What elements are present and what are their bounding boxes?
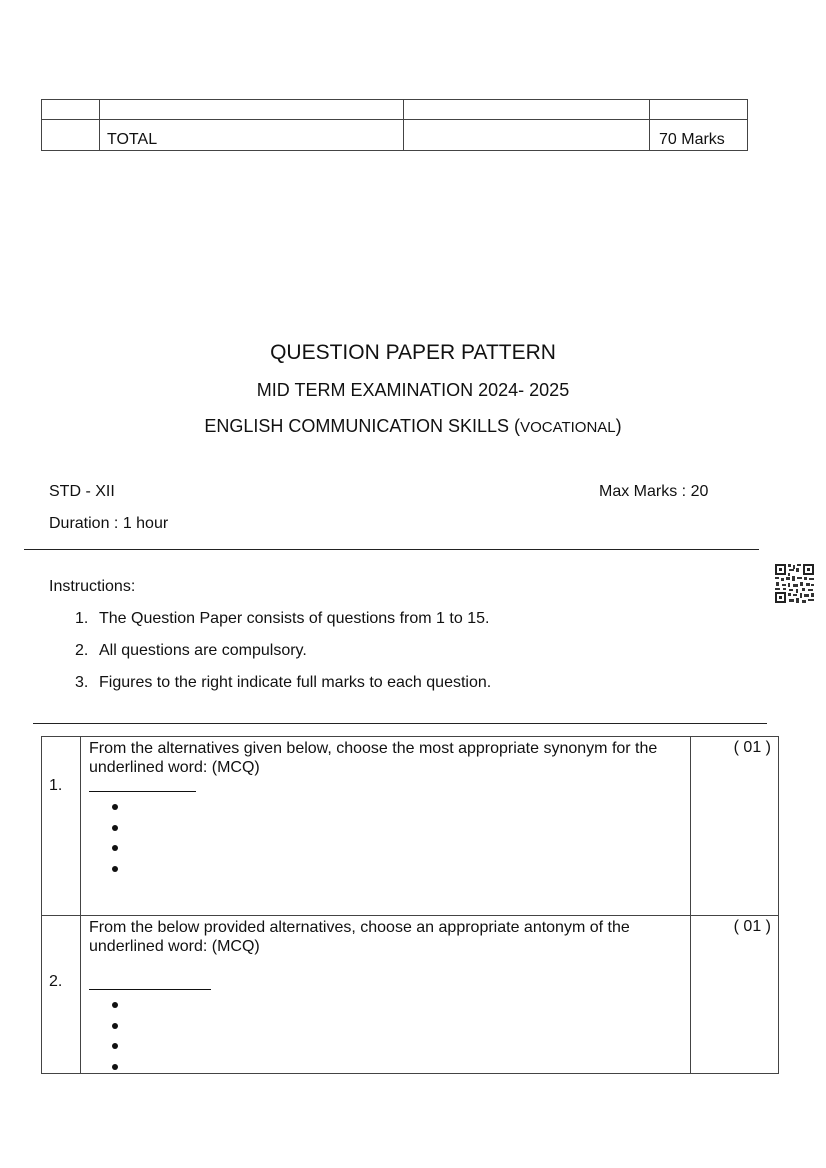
- subject-text: ENGLISH COMMUNICATION SKILLS (: [204, 416, 521, 436]
- table-cell: [404, 120, 650, 151]
- question-marks: [691, 737, 779, 916]
- max-marks-label: Max Marks : 20: [599, 483, 709, 500]
- table-row: [42, 737, 779, 916]
- qr-code-icon: [774, 563, 815, 604]
- item-number: 2.: [75, 642, 89, 659]
- question-number-cell: [42, 916, 81, 1074]
- question-text-cell: [81, 916, 691, 1074]
- item-number: 1.: [75, 610, 89, 627]
- question-marks: [691, 916, 779, 1074]
- instructions-list: [75, 610, 491, 706]
- answer-blank: [89, 989, 211, 990]
- question-text: From the alternatives given below, choose the most appropriate synonym for the underlined word: (MCQ): [89, 740, 658, 776]
- instructions-title: Instructions:: [49, 578, 136, 595]
- table-row: [42, 916, 779, 1074]
- question-number-cell: [42, 737, 81, 916]
- std-label: STD - XII: [49, 483, 115, 500]
- total-marks: 70 Marks: [650, 120, 748, 151]
- page-title: QUESTION PAPER PATTERN: [270, 341, 556, 364]
- marks-text: ( 01 ): [733, 739, 771, 756]
- table-cell: [42, 120, 100, 151]
- question-number: 2.: [49, 973, 63, 990]
- list-item: [75, 674, 491, 706]
- table-row: [42, 100, 748, 120]
- divider: [33, 723, 767, 724]
- item-text: All questions are compulsory.: [99, 642, 307, 659]
- divider: [24, 549, 759, 550]
- question-number: 1.: [49, 777, 63, 794]
- exam-title: MID TERM EXAMINATION 2024- 2025: [256, 380, 570, 400]
- table-cell: [42, 100, 100, 120]
- marks-summary-table: [41, 99, 748, 151]
- item-text: The Question Paper consists of questions from 1 to 15.: [99, 610, 490, 627]
- table-cell: [100, 100, 404, 120]
- subject-close: ): [615, 416, 622, 436]
- question-text-cell: [81, 737, 691, 916]
- answer-blank: [89, 791, 196, 792]
- list-item: [75, 642, 491, 674]
- total-label: TOTAL: [100, 120, 404, 151]
- item-text: Figures to the right indicate full marks to each question.: [99, 674, 492, 691]
- list-item: [75, 610, 491, 642]
- item-number: 3.: [75, 674, 89, 691]
- subject-smallcaps: VOCATIONAL: [520, 419, 616, 436]
- subject-title: [0, 416, 826, 437]
- question-text: From the below provided alternatives, choose an appropriate antonym of the underlined word: (MCQ): [89, 919, 630, 955]
- questions-table: [41, 736, 779, 1074]
- marks-text: ( 01 ): [733, 918, 771, 935]
- table-cell: [404, 100, 650, 120]
- table-cell: [650, 100, 748, 120]
- duration-label: Duration : 1 hour: [49, 515, 169, 532]
- table-row: [42, 120, 748, 151]
